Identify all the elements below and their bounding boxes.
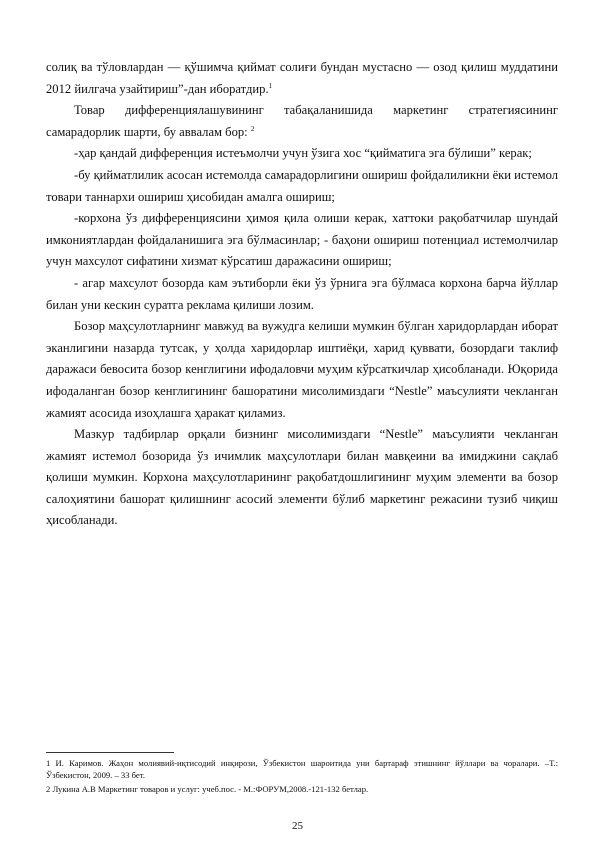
paragraph-text: Мазкур тадбирлар орқали бизнинг мисолимиздаги “Nestle” маъсулияти чекланган жамият истемол бозорида ўз ичимлик маҳсулотлари билан мавқеини ва имиджини сақлаб қолиши мумкин. Корхона маҳсулотларининг рақобатдошлигининг муҳим элементи ва бозор салоҳиятини башорат қилишнинг асосий элементи бўлиб маркетинг режасини тузиб чиқиш ҳисобланади. <box>46 427 558 528</box>
body-text <box>46 57 558 532</box>
paragraph-text: Товар дифференциялашувининг табақаланишида маркетинг стратегиясининг самарадорлик шарти, бу аввалам бор: <box>46 103 558 139</box>
footnote-ref-2[interactable]: 2 <box>250 124 255 133</box>
paragraph-text: -бу қийматлилик асосан истемолда самарадорлигини ошириш фойдалиликни ёки истемол товари таннархи ошириш ҳисобидан амалга ошириш; <box>46 167 558 204</box>
page-number: 25 <box>292 820 303 832</box>
paragraph-text: - агар махсулот бозорда кам эътиборли ёки ўз ўрнига эга бўлмаса корхона барча йўллар билан уни кескин суратга реклама қилиши лозим. <box>46 275 558 312</box>
paragraph-2 <box>46 100 558 143</box>
paragraph-7 <box>46 316 558 424</box>
footnote-1: 1 И. Каримов. Жаҳон молиявий-иқтисодий инқирози, Ўзбекистон шароитида уни бартараф этишнинг йўллари ва чоралари. –Т.: Ўзбекистон, 2009. – 33 бет. <box>46 758 558 781</box>
paragraph-text: -ҳар қандай дифференция истеъмолчи учун ўзига хос “қийматига эга бўлиши” керак; <box>74 146 532 161</box>
paragraph-5 <box>46 208 558 273</box>
paragraph-text: Бозор маҳсулотларнинг мавжуд ва вужудга келиши мумкин бўлган харидорлардан иборат эканлигини назарда тутсак, у ҳолда харидорлар иштиёқи, харид қуввати, бозордаги таклиф даражаси бевосита бозор кенглигини ифодаловчи муҳим кўрсаткичлар ҳисобланади. Юқорида ифодаланган бозор кенглигининг башоратини мисолимиздаги “Nestle” маъсулияти чекланган жамият асосида изоҳлашга ҳаракат қиламиз. <box>46 319 558 420</box>
paragraph-text: -корхона ўз дифференциясини ҳимоя қила олиши керак, хаттоки рақобатчилар шундай имкониятлардан фойдаланишига эга бўлмасинлар; - баҳони ошириш потенциал истемолчилар учун махсулот сифатини хизмат кўрсатиш даражасини ошириш; <box>46 211 558 269</box>
paragraph-1 <box>46 57 558 100</box>
paragraph-6 <box>46 273 558 316</box>
footnote-separator <box>46 752 174 753</box>
footnote-2: 2 Лукина А.В Маркетинг товаров и услуг: учеб.пос. - М.:ФОРУМ,2008.-121-132 бетлар. <box>46 783 369 794</box>
paragraph-4 <box>46 165 558 208</box>
paragraph-8 <box>46 424 558 532</box>
paragraph-text: солиқ ва тўловлардан — қўшимча қиймат солиғи бундан мустасно — озод қилиш муддатини 2012 йилгача узайтириш”-дан иборатдир. <box>46 60 558 96</box>
footnotes <box>46 757 558 796</box>
paragraph-3 <box>46 143 558 165</box>
footnote-ref-1[interactable]: 1 <box>268 81 273 90</box>
